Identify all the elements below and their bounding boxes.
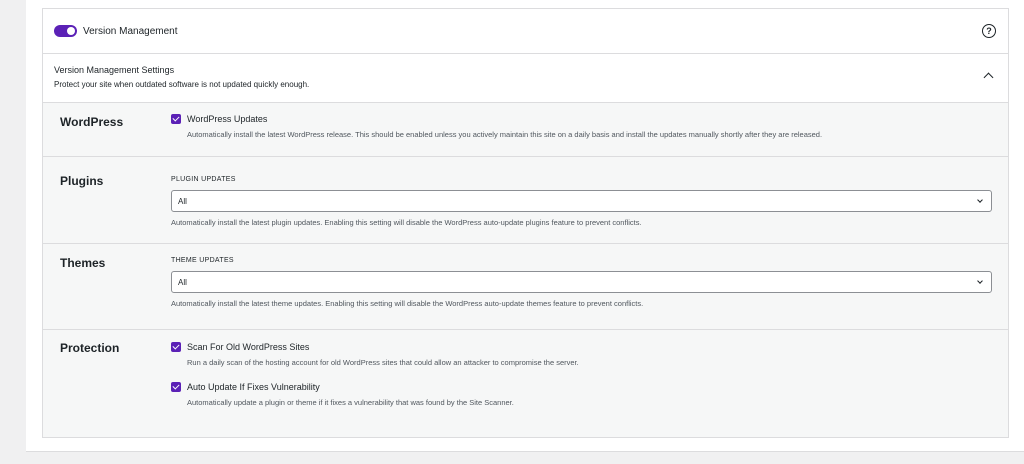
section-themes: [43, 244, 1008, 330]
module-header: [43, 9, 1008, 54]
settings-description: Protect your site when outdated software is not updated quickly enough.: [54, 80, 310, 89]
section-plugins: [43, 157, 1008, 244]
scan-old-sites-label[interactable]: Scan For Old WordPress Sites: [187, 342, 310, 352]
module-title: Version Management: [83, 25, 178, 37]
settings-title: Version Management Settings: [54, 65, 175, 75]
plugin-updates-field-label: PLUGIN UPDATES: [171, 176, 236, 183]
wordpress-updates-row[interactable]: [171, 114, 992, 124]
version-management-card: [42, 8, 1009, 438]
auto-update-vuln-checkbox[interactable]: [171, 382, 181, 392]
theme-updates-help: Automatically install the latest theme updates. Enabling this setting will disable the WordPress auto-update themes feature to prevent conflicts.: [171, 299, 644, 308]
settings-panel-header[interactable]: [43, 54, 1008, 103]
chevron-down-icon: [977, 197, 983, 203]
section-label-protection: Protection: [60, 341, 120, 355]
version-management-toggle[interactable]: [54, 25, 77, 37]
scan-old-sites-help: Run a daily scan of the hosting account for old WordPress sites that could allow an attacker to compromise the server.: [187, 358, 579, 367]
theme-updates-value: All: [178, 277, 187, 287]
plugin-updates-select[interactable]: [171, 190, 992, 212]
section-body-plugins: [171, 176, 992, 227]
chevron-down-icon: [977, 278, 983, 284]
scan-old-sites-row[interactable]: [171, 342, 992, 352]
plugin-updates-help: Automatically install the latest plugin updates. Enabling this setting will disable the WordPress auto-update plugins feature to prevent conflicts.: [171, 218, 642, 227]
section-body-wordpress: [171, 114, 992, 139]
auto-update-vuln-label[interactable]: Auto Update If Fixes Vulnerability: [187, 382, 320, 392]
theme-updates-field-label: THEME UPDATES: [171, 257, 234, 264]
section-body-protection: [171, 342, 992, 407]
section-protection: [43, 330, 1008, 437]
section-body-themes: [171, 257, 992, 308]
section-label-themes: Themes: [60, 256, 106, 270]
wordpress-updates-help: Automatically install the latest WordPress release. This should be enabled unless you actively maintain this site on a daily basis and install the updates manually shortly after they are released.: [187, 130, 823, 139]
auto-update-vuln-row[interactable]: [171, 382, 992, 392]
toggle-knob: [67, 27, 75, 35]
section-wordpress: [43, 103, 1008, 157]
section-label-plugins: Plugins: [60, 174, 104, 188]
plugin-updates-value: All: [178, 196, 187, 206]
theme-updates-select[interactable]: [171, 271, 992, 293]
wordpress-updates-label[interactable]: WordPress Updates: [187, 114, 268, 124]
auto-update-vuln-help: Automatically update a plugin or theme if it fixes a vulnerability that was found by the Site Scanner.: [187, 398, 514, 407]
help-icon[interactable]: ?: [982, 24, 996, 38]
wordpress-updates-checkbox[interactable]: [171, 114, 181, 124]
section-label-wordpress: WordPress: [60, 115, 124, 129]
scan-old-sites-checkbox[interactable]: [171, 342, 181, 352]
